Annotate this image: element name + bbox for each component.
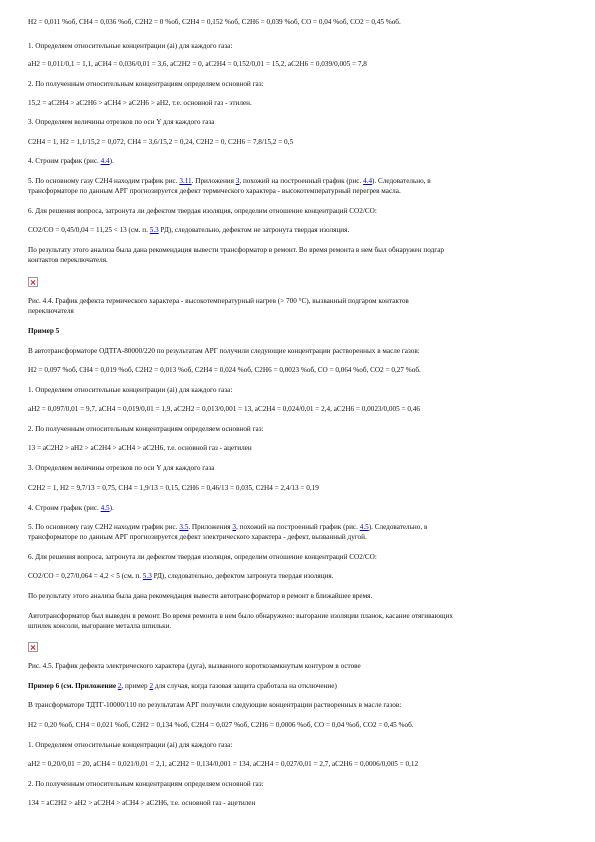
text-line: В трансформаторе ТДТГ-10000/110 по результатам АРГ получили следующие концентрации растворенных в масле газов: bbox=[28, 701, 402, 709]
text-fragment: 4. Строим график (рис. bbox=[28, 157, 101, 165]
text-fragment: CO2/CO = 0,45/0,04 = 11,25 < 13 (см. п. bbox=[28, 226, 150, 234]
step-heading: 1. Определяем относительные концентрации (аi) для каждого газа: bbox=[28, 42, 233, 50]
step-heading: 2. По полученным относительным концентрациям определяем основной газ: bbox=[28, 425, 264, 433]
figure-link[interactable]: 3.11 bbox=[179, 177, 192, 185]
text-fragment: 5. По основному газу C2H4 находим график рис. bbox=[28, 177, 180, 185]
figure-link[interactable]: 4.4 bbox=[363, 177, 373, 185]
text-line: По результату этого анализа была дана рекомендация вывести автотрансформатор в ремонт в ближайшее время. bbox=[28, 592, 373, 600]
step-heading: 2. По полученным относительным концентрациям определяем основной газ: bbox=[28, 780, 264, 788]
text-line: 134 = аC2H2 > аH2 > аC2H4 > аCH4 > аC2H6, т.е. основной газ - ацетилен bbox=[28, 799, 256, 807]
example-heading bbox=[28, 682, 568, 691]
text-line: C2H4 = 1, H2 = 1,1/15,2 = 0,072, CH4 = 3,6/15,2 = 0,24, C2H2 = 0, C2H6 = 7,8/15,2 = 0,5 bbox=[28, 138, 294, 146]
text-line: аH2 = 0,20/0,01 = 20, аCH4 = 0,021/0,01 = 2,1, аC2H2 = 0,134/0,001 = 134, аC2H4 = 0,027/0,01 = 2,7, аC2H6 = 0,0006/0,005 = 0,12 bbox=[28, 760, 419, 768]
figure-link[interactable]: 3.5 bbox=[179, 523, 189, 531]
text-fragment: . Приложения bbox=[188, 523, 233, 531]
text-fragment: . Приложения bbox=[191, 177, 236, 185]
appendix-link[interactable]: 2 bbox=[117, 682, 122, 690]
text-line: H2 = 0,20 %об, CH4 = 0,021 %об, C2H2 = 0,134 %об, C2H4 = 0,027 %об, C2H6 = 0,0006 %об, CO = 0,04 %об, CO2 = 0,45 %об. bbox=[28, 721, 414, 729]
example-heading: Пример 5 bbox=[28, 327, 60, 335]
section-link[interactable]: 5.3 bbox=[142, 572, 152, 580]
step-heading: 2. По полученным относительным концентрациям определяем основной газ: bbox=[28, 80, 264, 88]
text-fragment: ). bbox=[109, 157, 114, 165]
text-line: трансформаторе по данным АРГ прогнозируется дефект электрического характера - дефект, вызванный дугой. bbox=[28, 533, 367, 541]
text-fragment: для случая, когда газовая защита сработала на отключение) bbox=[153, 682, 337, 690]
text-line: C2H2 = 1, H2 = 9,7/13 = 0,75, CH4 = 1,9/13 = 0,15, C2H6 = 0,46/13 = 0,035, C2H4 = 2,4/13 = 0,19 bbox=[28, 484, 319, 492]
appendix-link[interactable]: 3 bbox=[232, 523, 237, 531]
text-line: По результату этого анализа была дана рекомендация вывести трансформатор в ремонт. Во время ремонта в нем был обнаружен подгар bbox=[28, 246, 444, 254]
text-line: Автотрансформатор был выведен в ремонт. Во время ремонта в нем было обнаружено: выгорание изоляции планок, касание отягивающих bbox=[28, 612, 453, 620]
text-line: шпилек консоли, выгорание металла шпильки. bbox=[28, 622, 172, 630]
figure-link[interactable]: 4.4 bbox=[100, 157, 110, 165]
broken-image-icon bbox=[28, 642, 38, 652]
text-fragment: ). Следовательно, в bbox=[368, 523, 428, 531]
text-fragment: РД), следовательно, дефектом не затронута твердая изоляция. bbox=[158, 226, 350, 234]
text-fragment: , пример bbox=[121, 682, 150, 690]
text-line: 15,2 = аC2H4 > аC2H6 > аCH4 > аC2H6 > аH2, т.е. основной газ - этилен. bbox=[28, 99, 252, 107]
broken-image-icon bbox=[28, 277, 38, 287]
text-line: В автотрансформаторе ОДТГА-80000/220 по результатам АРГ получили следующие концентрации растворенных в масле газов: bbox=[28, 347, 420, 355]
figure-caption: переключателя bbox=[28, 307, 74, 315]
text-fragment: РД), следовательно, дефектом затронута твердая изоляция. bbox=[151, 572, 334, 580]
text-line: H2 = 0,011 %об, CH4 = 0,036 %об, C2H2 = 0 %об, C2H4 = 0,152 %об, C2H6 = 0,039 %об, CO = 0,04 %об, CO2 = 0,45 %об. bbox=[28, 18, 401, 26]
example-link[interactable]: 2 bbox=[149, 682, 154, 690]
step-heading: 6. Для решения вопроса, затронута ли дефектом твердая изоляция, определим отношение концентраций CO2/CO: bbox=[28, 553, 377, 561]
text-line: аH2 = 0,011/0,1 = 1,1, аCH4 = 0,036/0,01 = 3,6, аC2H2 = 0, аC2H4 = 0,152/0,01 = 15,2, аC2H6 = 0,039/0,005 = 7,8 bbox=[28, 60, 367, 68]
figure-caption: Рис. 4.5. График дефекта электрического характера (дуга), вызванного короткозамкнутым контуром в остове bbox=[28, 662, 361, 670]
step-heading: 1. Определяем относительные концентрации (аi) для каждого газа: bbox=[28, 386, 233, 394]
step-heading bbox=[28, 504, 568, 513]
section-link[interactable]: 5.3 bbox=[149, 226, 159, 234]
text-line: трансформаторе по данным АРГ прогнозируется дефект термического характера - высокотемпературный перегрев масла. bbox=[28, 187, 401, 195]
text-fragment: CO2/CO = 0,27/0,064 = 4,2 < 5 (см. п. bbox=[28, 572, 143, 580]
text-fragment: ). Следовательно, в bbox=[372, 177, 431, 185]
text-fragment: ). bbox=[109, 504, 114, 512]
step-heading bbox=[28, 523, 568, 532]
text-fragment: , похожий на построенный график (рис. bbox=[239, 177, 364, 185]
text-line: контактов переключателя. bbox=[28, 256, 108, 264]
text-line: 13 = аC2H2 > аH2 > аC2H4 > аCH4 > аC2H6, т.е. основной газ - ацетилен bbox=[28, 444, 252, 452]
step-heading bbox=[28, 157, 568, 166]
figure-link[interactable]: 4.5 bbox=[359, 523, 369, 531]
text-line: аH2 = 0,097/0,01 = 9,7, аCH4 = 0,019/0,01 = 1,9, аC2H2 = 0,013/0,001 = 13, аC2H4 = 0,024/0,01 = 2,4, аC2H6 = 0,0023/0,005 = 0,46 bbox=[28, 405, 420, 413]
step-heading: 1. Определяем относительные концентрации (аi) для каждого газа: bbox=[28, 741, 233, 749]
step-heading bbox=[28, 177, 568, 186]
text-fragment: Пример 6 (см. Приложение bbox=[28, 682, 118, 690]
text-fragment: 5. По основному газу C2H2 находим график рис. bbox=[28, 523, 180, 531]
text-fragment: , похожий на построенный график (рис. bbox=[236, 523, 360, 531]
step-heading: 3. Определяем величины отрезков по оси Y для каждого газа bbox=[28, 118, 215, 126]
figure-link[interactable]: 4.5 bbox=[100, 504, 110, 512]
figure-caption: Рис. 4.4. График дефекта термического характера - высокотемпературный нагрев (> 700 °С), вызванный подгаром контактов bbox=[28, 297, 409, 305]
text-line: H2 = 0,097 %об, CH4 = 0,019 %об, C2H2 = 0,013 %об, C2H4 = 0,024 %об, C2H6 = 0,0023 %об, CO = 0,064 %об, CO2 = 0,27 %об. bbox=[28, 366, 421, 374]
text-line bbox=[28, 572, 568, 581]
appendix-link[interactable]: 3 bbox=[235, 177, 240, 185]
step-heading: 6. Для решения вопроса, затронута ли дефектом твердая изоляция, определим отношение концентраций CO2/CO: bbox=[28, 207, 377, 215]
step-heading: 3. Определяем величины отрезков по оси Y для каждого газа bbox=[28, 464, 215, 472]
text-fragment: 4. Строим график (рис. bbox=[28, 504, 101, 512]
text-line bbox=[28, 226, 568, 235]
